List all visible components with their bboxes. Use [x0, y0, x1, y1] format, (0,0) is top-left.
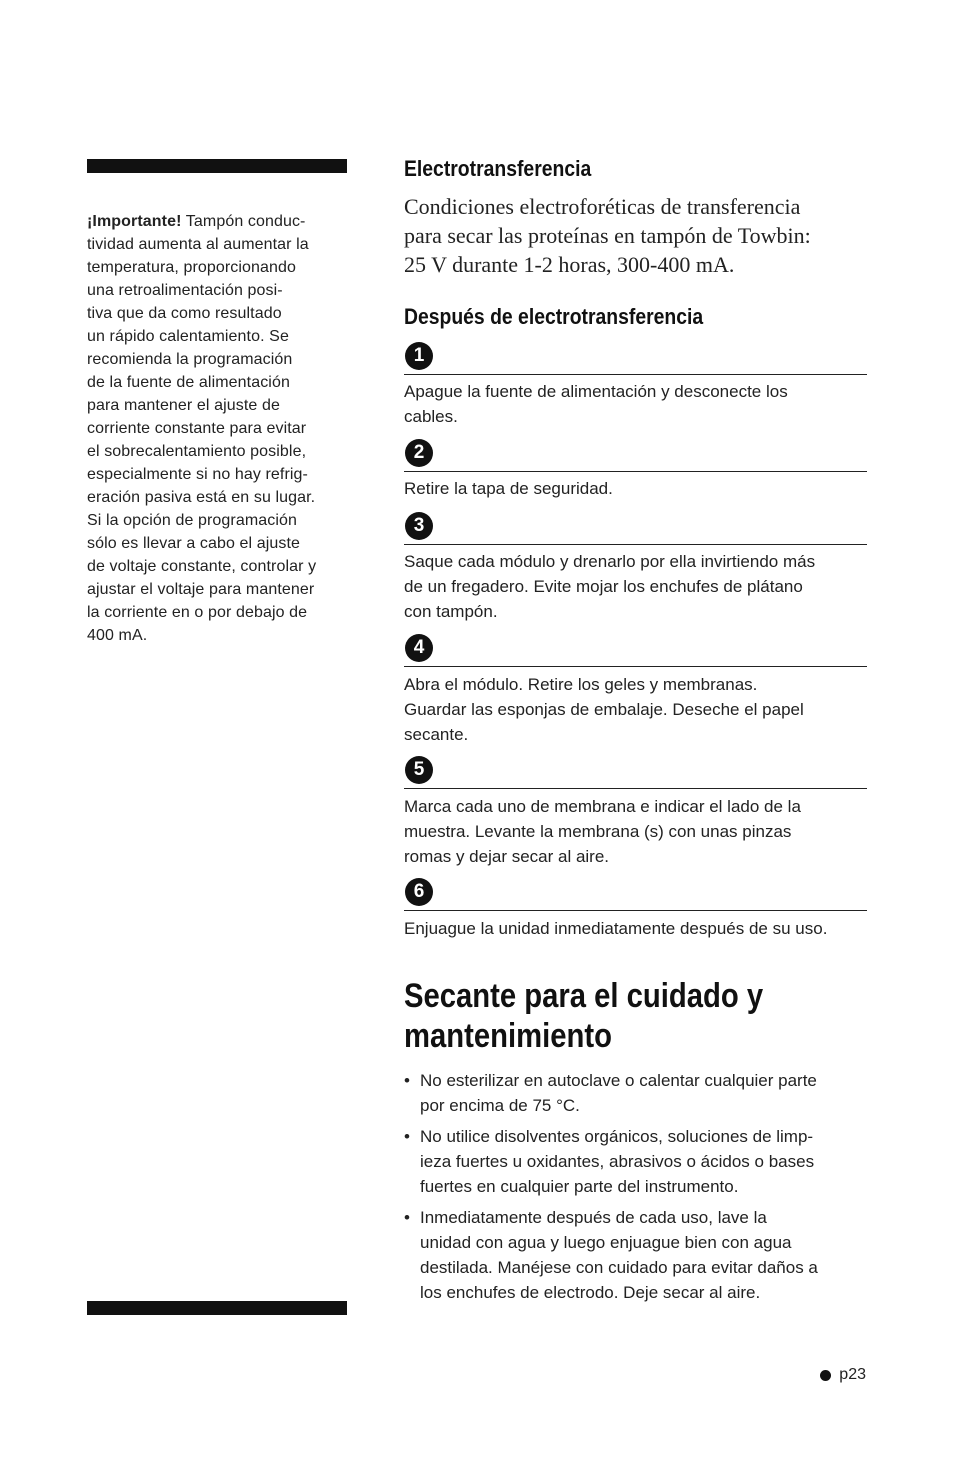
sidebar-line: un rápido calentamiento. Se	[87, 328, 289, 345]
care-heading: Secante para el cuidado y mantenimiento	[404, 977, 764, 1055]
step-number-1: 1	[405, 342, 433, 370]
intro-line: para secar las proteínas en tampón de Towbin:	[404, 223, 811, 248]
step-number-2: 2	[405, 439, 433, 467]
footer-dot-icon	[820, 1370, 831, 1381]
step-rule	[404, 471, 867, 472]
step-rule	[404, 788, 867, 789]
sidebar-line: corriente constante para evitar	[87, 420, 307, 437]
sidebar-line: ajustar el voltaje para mantener	[87, 581, 315, 598]
page-footer	[820, 1366, 866, 1384]
step-rule	[404, 666, 867, 667]
bullet-icon: •	[404, 1127, 410, 1146]
sidebar-line: temperatura, proporcionando	[87, 259, 297, 276]
sidebar-line: para mantener el ajuste de	[87, 397, 280, 414]
step-rule	[404, 910, 867, 911]
electrotransfer-heading: Electrotransferencia	[404, 156, 592, 181]
step-number-3: 3	[405, 512, 433, 540]
care-list	[404, 1068, 874, 1311]
step-text-4: Abra el módulo. Retire los geles y membranas. Guardar las esponjas de embalaje. Deseche el papel secante.	[404, 675, 804, 744]
sidebar-line: tiva que da como resultado	[87, 305, 282, 322]
important-label: ¡Importante!	[87, 213, 182, 230]
sidebar-line: ¡Importante! Tampón conduc-	[87, 213, 306, 230]
step-number-6: 6	[405, 878, 433, 906]
step-number-5: 5	[405, 756, 433, 784]
sidebar-note	[87, 210, 349, 647]
sidebar-line: recomienda la programación	[87, 351, 293, 368]
sidebar-bottom-rule	[87, 1301, 347, 1315]
sidebar-line: la corriente en o por debajo de	[87, 604, 308, 621]
electrotransfer-intro	[404, 192, 874, 279]
list-item: • No esterilizar en autoclave o calentar cualquier parte por encima de 75 °C.	[404, 1068, 874, 1118]
intro-line: 25 V durante 1-2 horas, 300-400 mA.	[404, 252, 735, 277]
step-rule	[404, 544, 867, 545]
sidebar-line: Si la opción de programación	[87, 512, 298, 529]
step-text-5: Marca cada uno de membrana e indicar el lado de la muestra. Levante la membrana (s) con unas pinzas romas y dejar secar al aire.	[404, 797, 801, 866]
page-number: p23	[839, 1366, 866, 1383]
bullet-icon: •	[404, 1071, 410, 1090]
list-item: • No utilice disolventes orgánicos, soluciones de limp- ieza fuertes u oxidantes, abrasivos o ácidos o bases fuertes en cualquier parte del instrumento.	[404, 1124, 874, 1199]
step-text-3: Saque cada módulo y drenarlo por ella invirtiendo más de un fregadero. Evite mojar los enchufes de plátano con tampón.	[404, 552, 816, 621]
sidebar-line: especialmente si no hay refrig-	[87, 466, 308, 483]
sidebar-line: sólo es llevar a cabo el ajuste	[87, 535, 300, 552]
step-number-4: 4	[405, 634, 433, 662]
list-item: • Inmediatamente después de cada uso, lave la unidad con agua y luego enjuague bien con agua destilada. Manéjese con cuidado para evitar daños a los enchufes de electrodo. Deje secar al aire.	[404, 1205, 874, 1305]
sidebar-line: 400 mA.	[87, 627, 148, 644]
intro-line: Condiciones electroforéticas de transferencia	[404, 194, 801, 219]
sidebar-top-rule	[87, 159, 347, 173]
step-text-2: Retire la tapa de seguridad.	[404, 479, 613, 498]
step-text-1: Apague la fuente de alimentación y desconecte los cables.	[404, 382, 788, 426]
bullet-icon: •	[404, 1208, 410, 1227]
sidebar-line: de voltaje constante, controlar y	[87, 558, 317, 575]
sidebar-line: una retroalimentación posi-	[87, 282, 283, 299]
step-text-6: Enjuague la unidad inmediatamente después de su uso.	[404, 919, 828, 938]
after-transfer-heading: Después de electrotransferencia	[404, 304, 704, 329]
sidebar-line: de la fuente de alimentación	[87, 374, 290, 391]
sidebar-line: eración pasiva está en su lugar.	[87, 489, 316, 506]
step-rule	[404, 374, 867, 375]
sidebar-line: el sobrecalentamiento posible,	[87, 443, 307, 460]
sidebar-line: tividad aumenta al aumentar la	[87, 236, 309, 253]
